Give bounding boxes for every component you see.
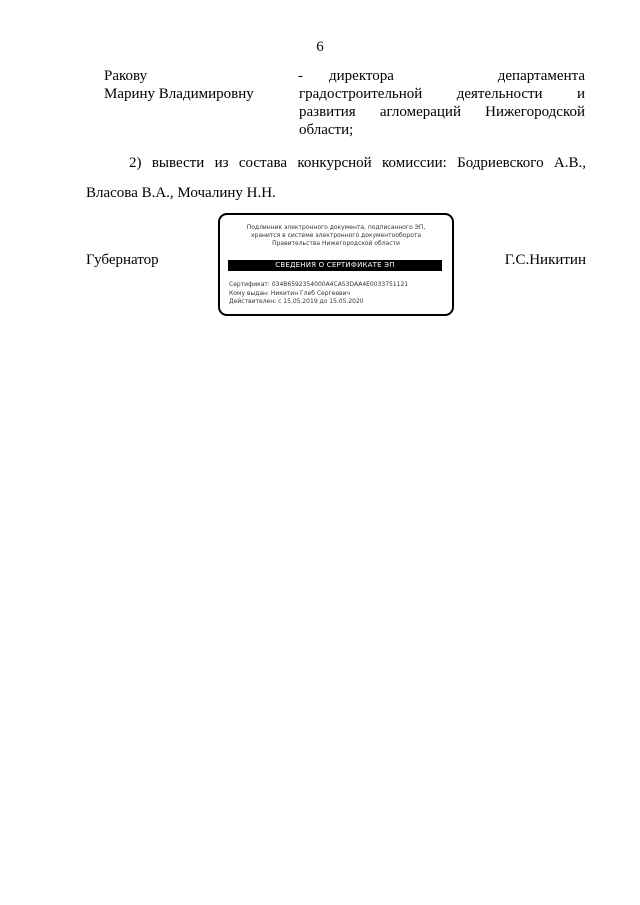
appointee-name xyxy=(104,67,274,103)
stamp-header-line: Подлинник электронного документа, подписанного ЭП, xyxy=(246,224,426,231)
position-line: директора департамента xyxy=(329,68,585,84)
appointee-position xyxy=(299,67,585,139)
position-line: градостроительной деятельности и xyxy=(299,86,585,102)
signatory-title: Губернатор xyxy=(86,252,159,268)
stamp-validity: Действителен: с 15.05.2019 до 15.05.2020 xyxy=(229,298,364,305)
appointee-given-names: Марину Владимировну xyxy=(104,86,254,102)
stamp-header-line: хранится в системе электронного документооборота xyxy=(250,232,422,239)
position-line: области; xyxy=(299,122,354,138)
e-signature-stamp xyxy=(218,213,454,316)
stamp-details xyxy=(229,281,408,307)
dash-separator: - xyxy=(298,68,303,84)
stamp-issued-to: Кому выдан: Никитин Глеб Сергеевич xyxy=(229,289,351,297)
item-2-paragraph: 2) вывести из состава конкурсной комиссии: Бодриевского А.В., Власова В.А., Мочалину Н.Н. xyxy=(86,155,586,201)
appointee-surname: Ракову xyxy=(104,68,148,84)
page-number: 6 xyxy=(316,39,324,55)
stamp-header-line: Правительства Нижегородской области xyxy=(272,240,400,247)
stamp-banner: СВЕДЕНИЯ О СЕРТИФИКАТЕ ЭП xyxy=(228,260,442,271)
stamp-certificate: Сертификат: 034B6592354000A4CA53DAA4E0033751121 xyxy=(229,281,409,288)
position-line: развития агломераций Нижегородской xyxy=(299,104,585,120)
stamp-header xyxy=(220,224,452,248)
signatory-name: Г.С.Никитин xyxy=(504,252,586,268)
